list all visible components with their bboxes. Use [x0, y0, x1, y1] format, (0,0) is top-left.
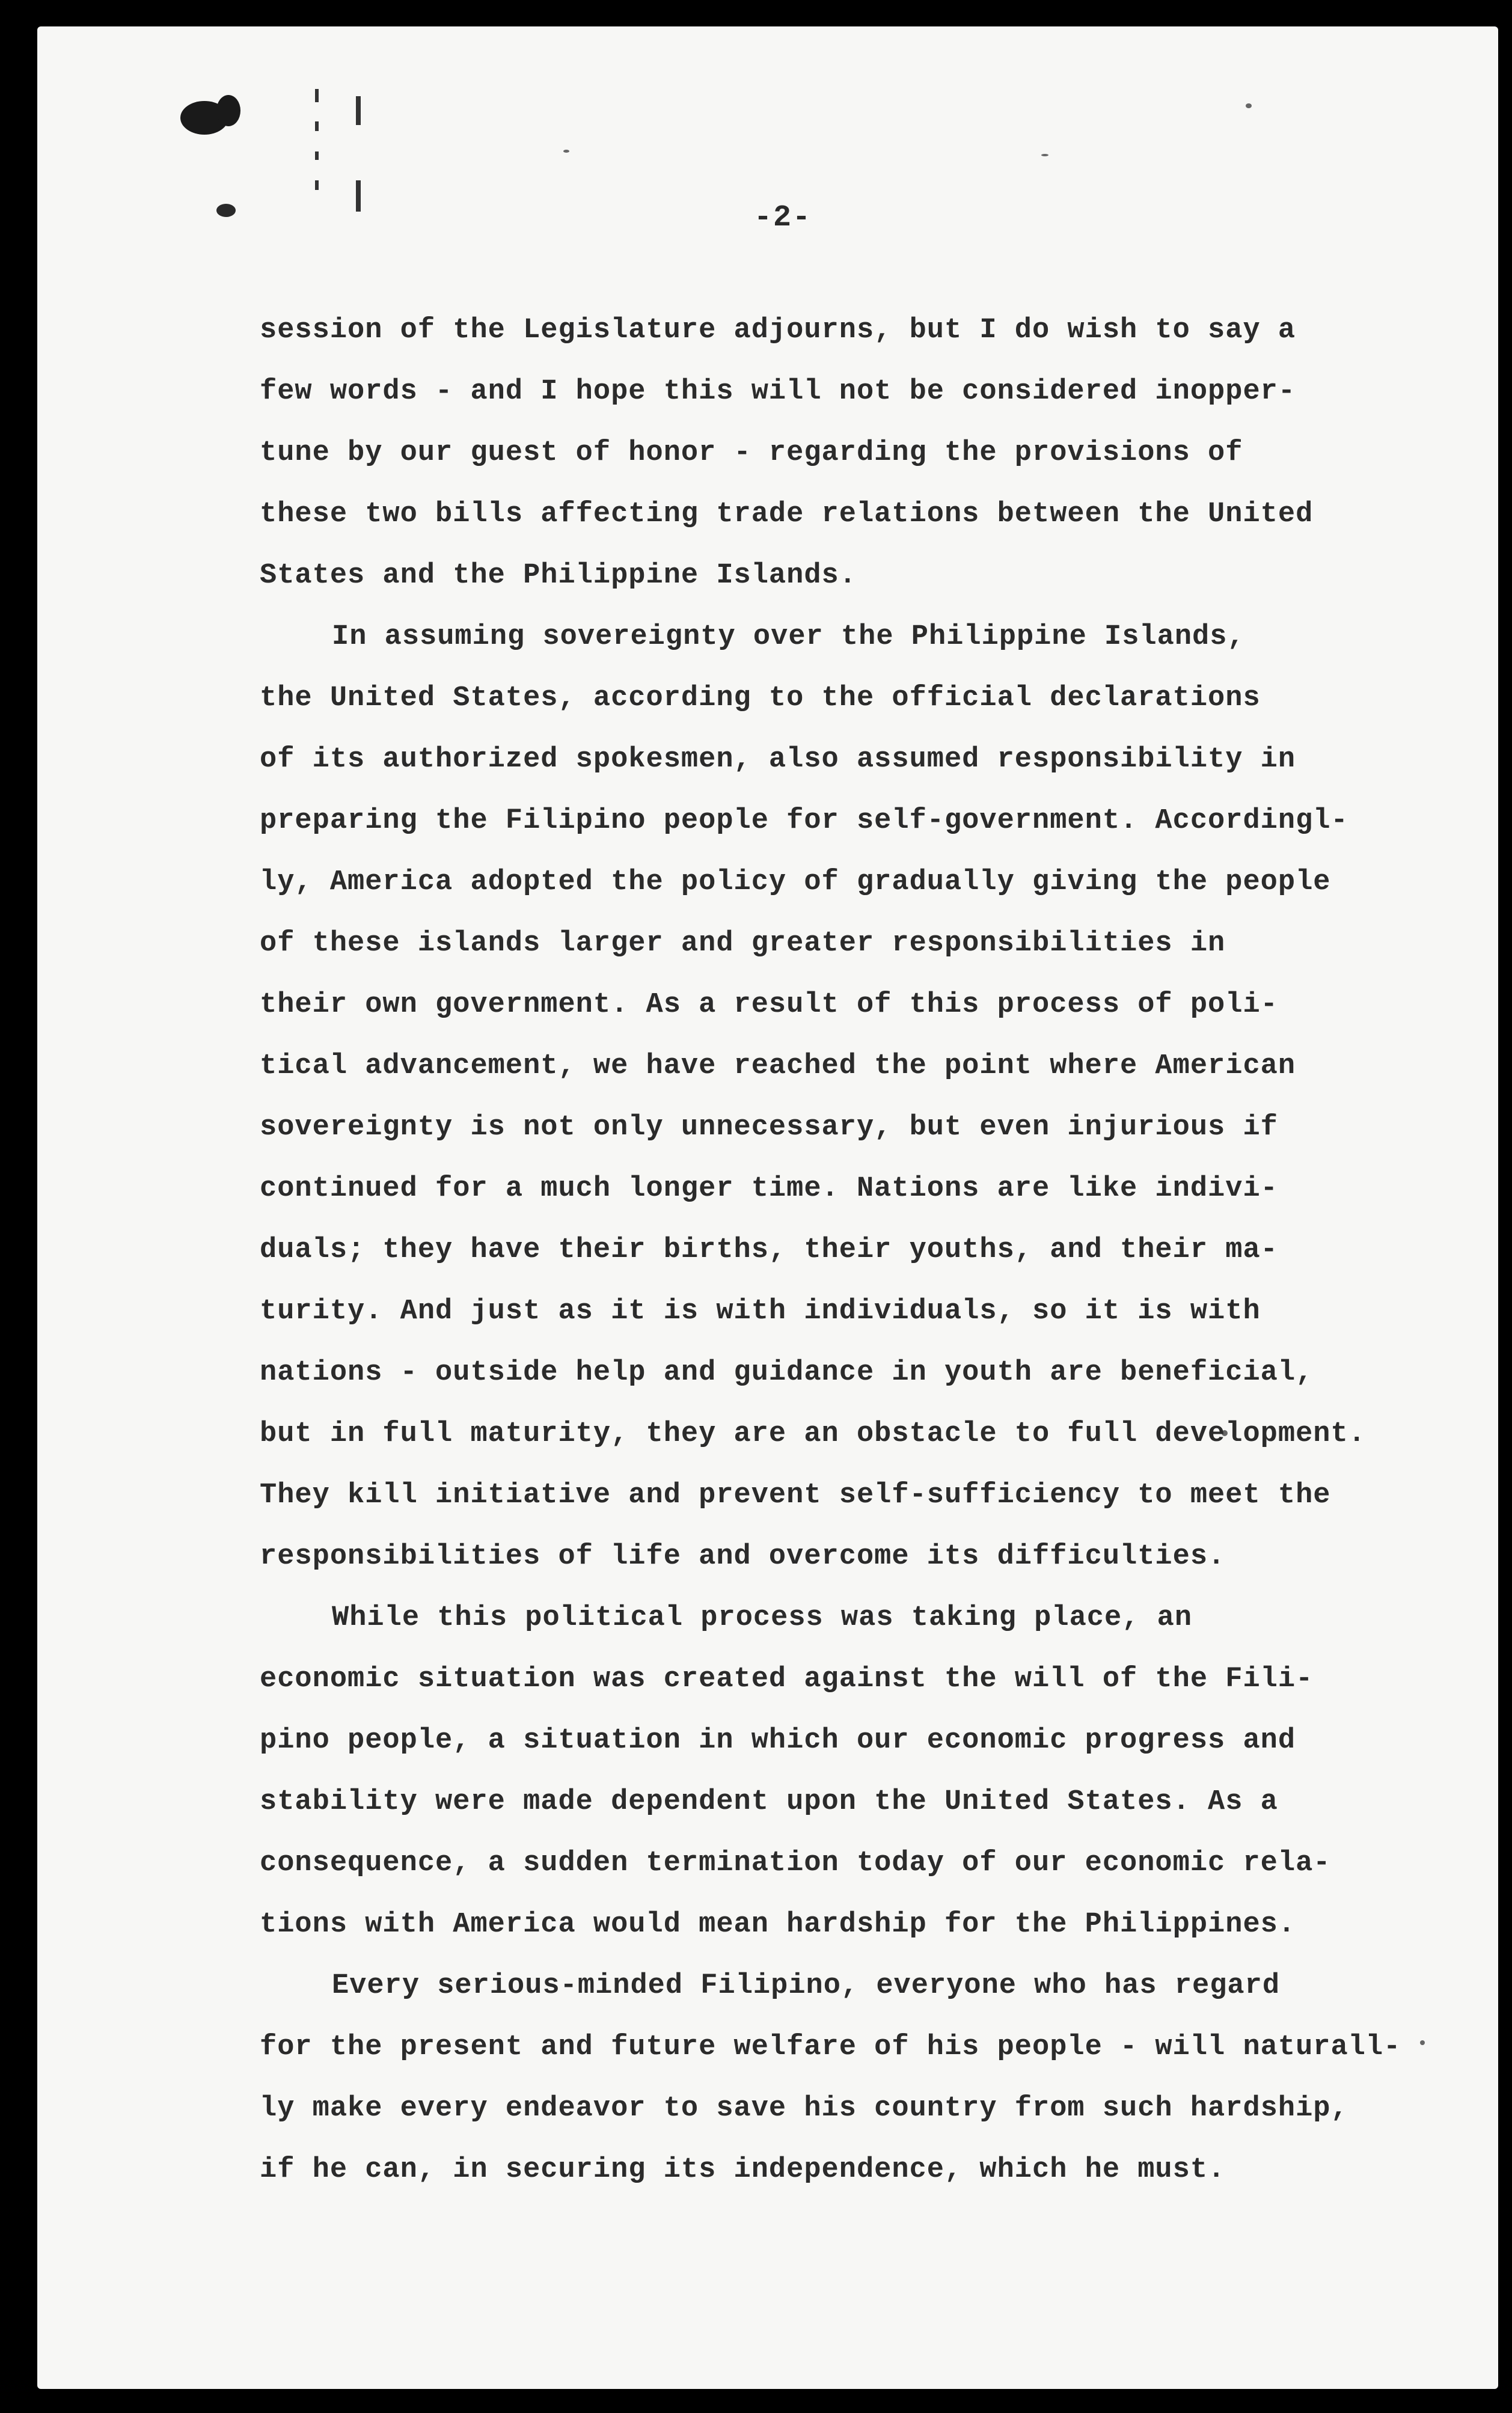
paragraph-1 [260, 300, 1432, 607]
document-page [37, 26, 1498, 2389]
text-line: tions with America would mean hardship for the Philippines. [260, 1909, 1296, 1940]
text-line: ly make every endeavor to save his country from such hardship, [260, 2093, 1348, 2124]
document-body [260, 300, 1432, 2201]
text-line: tical advancement, we have reached the point where American [260, 1050, 1296, 1082]
text-line: They kill initiative and prevent self-sufficiency to meet the [260, 1479, 1331, 1511]
text-line: but in full maturity, they are an obstacle to full development. [260, 1418, 1366, 1450]
text-line: pino people, a situation in which our economic progress and [260, 1725, 1296, 1757]
text-line: for the present and future welfare of his people - will naturall- [260, 2031, 1401, 2063]
text-line: nations - outside help and guidance in youth are beneficial, [260, 1357, 1314, 1389]
text-line: their own government. As a result of this process of poli- [260, 989, 1278, 1021]
text-line: turity. And just as it is with individuals, so it is with [260, 1295, 1261, 1327]
text-line: While this political process was taking place, an [332, 1602, 1193, 1634]
text-line: ly, America adopted the policy of gradually giving the people [260, 866, 1331, 898]
text-line: consequence, a sudden termination today of our economic rela- [260, 1847, 1331, 1879]
text-line: In assuming sovereignty over the Philippine Islands, [332, 621, 1245, 653]
text-line: of its authorized spokesmen, also assumed responsibility in [260, 744, 1296, 775]
text-line: of these islands larger and greater responsibilities in [260, 928, 1226, 959]
text-line: responsibilities of life and overcome its difficulties. [260, 1541, 1226, 1573]
text-line: Every serious-minded Filipino, everyone who has regard [332, 1970, 1281, 2002]
text-line: stability were made dependent upon the United States. As a [260, 1786, 1278, 1818]
page-number: -2- [753, 201, 812, 235]
paragraph-4 [260, 1956, 1432, 2201]
paragraph-2 [260, 607, 1432, 1588]
text-line: sovereignty is not only unnecessary, but even injurious if [260, 1112, 1278, 1143]
text-line: tune by our guest of honor - regarding the provisions of [260, 437, 1243, 469]
corner-scan-marks [152, 63, 404, 249]
paragraph-3 [260, 1588, 1432, 1956]
text-line: duals; they have their births, their youths, and their ma- [260, 1234, 1278, 1266]
text-line: continued for a much longer time. Nations are like indivi- [260, 1173, 1278, 1205]
text-line: these two bills affecting trade relations between the United [260, 498, 1314, 530]
text-line: States and the Philippine Islands. [260, 560, 857, 592]
text-line: the United States, according to the official declarations [260, 682, 1261, 714]
text-line: if he can, in securing its independence, which he must. [260, 2154, 1226, 2186]
text-line: economic situation was created against the will of the Fili- [260, 1663, 1314, 1695]
text-line: session of the Legislature adjourns, but I do wish to say a [260, 314, 1296, 346]
text-line: few words - and I hope this will not be considered inopper- [260, 376, 1296, 408]
text-line: preparing the Filipino people for self-government. Accordingl- [260, 805, 1348, 837]
